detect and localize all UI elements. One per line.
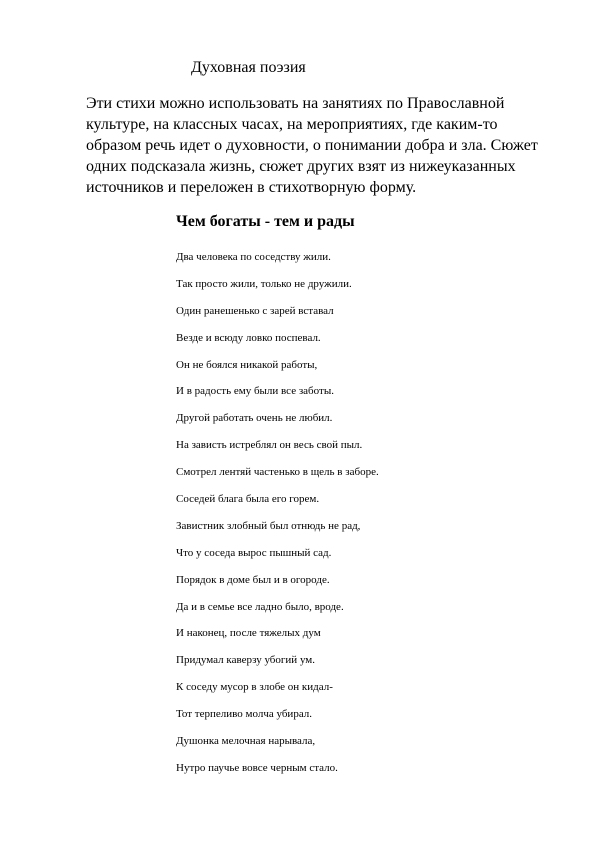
poem-line: К соседу мусор в злобе он кидал- bbox=[176, 681, 333, 694]
poem-title: Чем богаты - тем и рады bbox=[176, 213, 355, 230]
intro-line: культуре, на классных часах, на мероприятиях, где каким-то bbox=[86, 116, 498, 133]
poem-line: Так просто жили, только не дружили. bbox=[176, 277, 352, 290]
intro-line: Эти стихи можно использовать на занятиях по Православной bbox=[86, 95, 505, 112]
poem-line: Нутро паучье вовсе черным стало. bbox=[176, 761, 338, 774]
intro-line: источников и переложен в стихотворную форму. bbox=[86, 179, 417, 196]
poem-line: Порядок в доме был и в огороде. bbox=[176, 573, 330, 586]
poem-line: Придумал каверзу убогий ум. bbox=[176, 654, 316, 667]
poem-line: Душонка мелочная нарывала, bbox=[176, 735, 316, 748]
poem-line: Да и в семье все ладно было, вроде. bbox=[176, 600, 344, 613]
intro-line: образом речь идет о духовности, о понимании добра и зла. Сюжет bbox=[86, 137, 538, 154]
poem-line: И в радость ему были все заботы. bbox=[176, 385, 334, 398]
poem-line: И наконец, после тяжелых дум bbox=[176, 627, 321, 640]
document-heading: Духовная поэзия bbox=[191, 59, 306, 76]
poem-line: Что у соседа вырос пышный сад. bbox=[176, 546, 332, 559]
poem-line: Один ранешенько с зарей вставал bbox=[176, 304, 334, 317]
poem-line: Тот терпеливо молча убирал. bbox=[176, 708, 313, 721]
poem-line: Два человека по соседству жили. bbox=[176, 251, 331, 263]
poem-line: Соседей блага была его горем. bbox=[176, 493, 320, 506]
intro-paragraph bbox=[86, 93, 546, 198]
poem-line: Смотрел лентяй частенько в щель в заборе. bbox=[176, 466, 379, 479]
poem-line: На зависть истреблял он весь свой пыл. bbox=[176, 439, 363, 452]
intro-line: одних подсказала жизнь, сюжет других взят из нижеуказанных bbox=[86, 158, 516, 175]
poem-line: Везде и всюду ловко поспевал. bbox=[176, 331, 321, 344]
poem-line: Он не боялся никакой работы, bbox=[176, 358, 318, 371]
poem-body bbox=[176, 244, 379, 782]
poem-line: Завистник злобный был отнюдь не рад, bbox=[176, 519, 361, 532]
poem-line: Другой работать очень не любил. bbox=[176, 412, 333, 425]
